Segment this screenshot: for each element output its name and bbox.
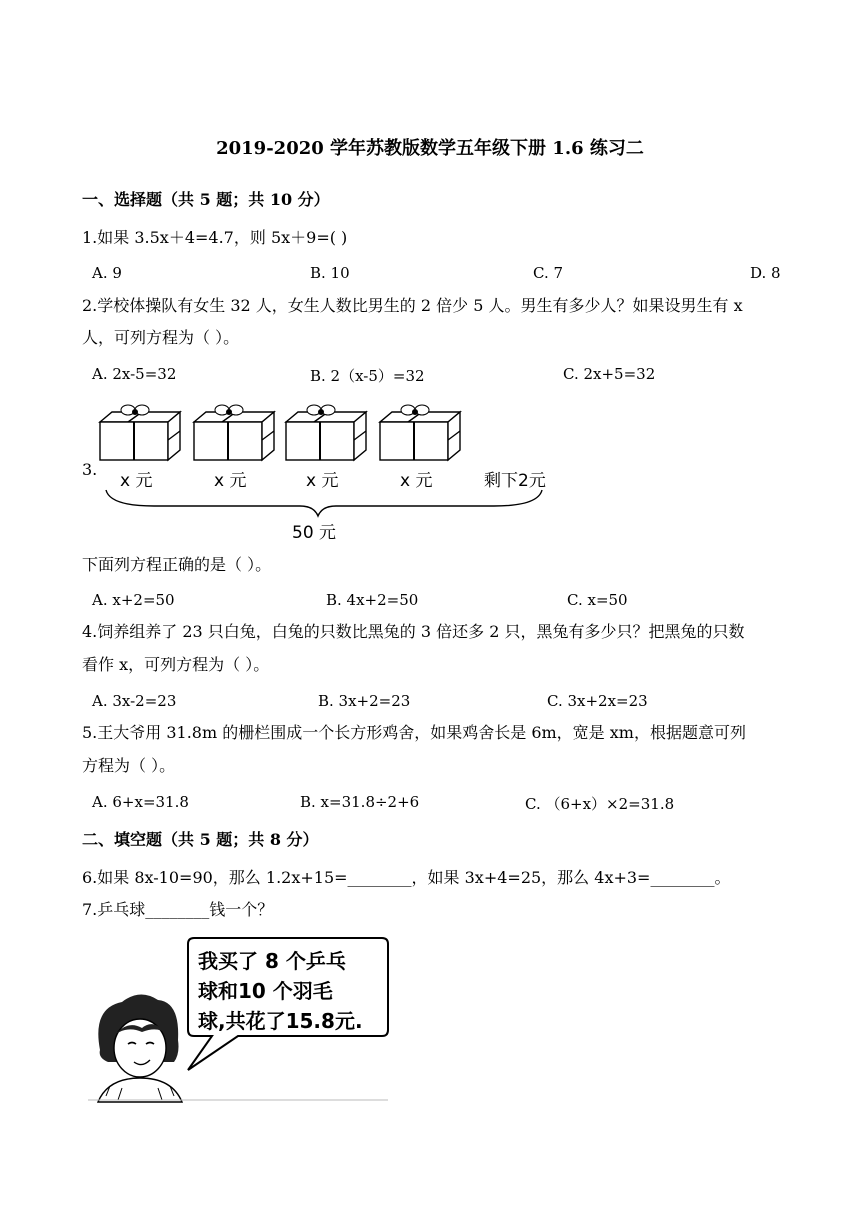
boy-speech-illustration xyxy=(88,930,394,1105)
q5-option-a: A. 6+x=31.8 xyxy=(92,793,189,811)
q2-option-a: A. 2x-5=32 xyxy=(92,365,177,383)
speech-line-2: 球和10 个羽毛 xyxy=(198,979,333,1003)
question-5-line-2: 方程为（ ）。 xyxy=(82,756,176,775)
q4-option-b: B. 3x+2=23 xyxy=(318,692,411,710)
q1-option-c: C. 7 xyxy=(533,264,564,282)
q1-option-d: D. 8 xyxy=(750,264,781,282)
total-brace xyxy=(106,490,542,516)
question-2-line-1: 2.学校体操队有女生 32 人，女生人数比男生的 2 倍少 5 人。男生有多少人？如果设男生有 x xyxy=(82,296,743,315)
q2-option-c: C. 2x+5=32 xyxy=(563,365,656,383)
gift-box-icon xyxy=(380,405,460,460)
question-5-line-1: 5.王大爷用 31.8m 的栅栏围成一个长方形鸡舍，如果鸡舍长是 6m，宽是 xm，根据题意可列 xyxy=(82,723,746,742)
q3-option-c: C. x=50 xyxy=(567,591,628,609)
q4-option-a: A. 3x-2=23 xyxy=(92,692,177,710)
q4-option-c: C. 3x+2x=23 xyxy=(547,692,648,710)
q5-option-c: C. （6+x）×2=31.8 xyxy=(525,795,675,813)
gift-box-icon xyxy=(286,405,366,460)
question-4-line-1: 4.饲养组养了 23 只白兔，白兔的只数比黑兔的 3 倍还多 2 只，黑兔有多少只？把黑兔的只数 xyxy=(82,622,745,641)
gift-price-label: x 元 xyxy=(400,471,433,491)
q1-option-b: B. 10 xyxy=(310,264,350,282)
page-title: 2019-2020 学年苏教版数学五年级下册 1.6 练习二 xyxy=(216,138,644,159)
question-4-line-2: 看作 x，可列方程为（ ）。 xyxy=(82,655,270,674)
question-2-line-2: 人，可列方程为（ ）。 xyxy=(82,328,240,347)
question-6: 6.如果 8x-10=90，那么 1.2x+15=________，如果 3x+4=25，那么 4x+3=________。 xyxy=(82,868,731,887)
q1-option-a: A. 9 xyxy=(92,264,122,282)
boy-face-icon xyxy=(98,994,182,1102)
gift-price-figure xyxy=(94,398,574,548)
q2-option-b: B. 2（x-5）=32 xyxy=(310,367,425,385)
remaining-label: 剩下2元 xyxy=(484,471,546,491)
question-7: 7.乒乓球________钱一个？ xyxy=(82,900,274,919)
gift-price-label: x 元 xyxy=(306,471,339,491)
q5-option-b: B. x=31.8÷2+6 xyxy=(300,793,420,811)
speech-line-1: 我买了 8 个乒乓 xyxy=(198,949,346,973)
question-3-text: 下面列方程正确的是（ ）。 xyxy=(82,555,272,574)
gift-box-icon xyxy=(194,405,274,460)
gift-box-icon xyxy=(100,405,180,460)
gift-price-label: x 元 xyxy=(214,471,247,491)
total-amount-label: 50 元 xyxy=(292,523,337,543)
q3-option-b: B. 4x+2=50 xyxy=(326,591,419,609)
question-1: 1.如果 3.5x＋4=4.7，则 5x＋9=( ) xyxy=(82,228,348,247)
gift-price-label: x 元 xyxy=(120,471,153,491)
q3-option-a: A. x+2=50 xyxy=(92,591,175,609)
question-3-number: 3. xyxy=(82,460,98,479)
speech-line-3: 球,共花了15.8元. xyxy=(198,1009,363,1033)
section-fill-heading: 二、填空题（共 5 题；共 8 分） xyxy=(82,830,319,849)
section-choice-heading: 一、选择题（共 5 题；共 10 分） xyxy=(82,190,330,209)
